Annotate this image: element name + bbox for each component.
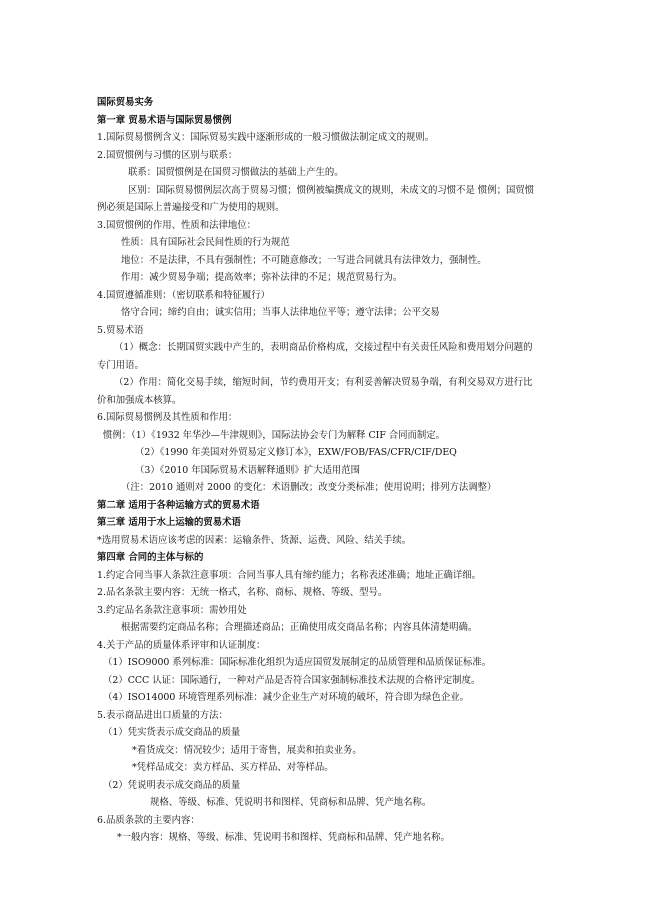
text-line: 6.品质条款的主要内容： [97,815,200,826]
text-line: 4.国贸遵循准则：（密切联系和特征履行） [97,290,271,301]
text-line: *一般内容：规格、等级、标准、凭说明书和图样、凭商标和品牌、凭产地名称。 [117,832,450,843]
text-line: 5.表示商品进出口质量的方法： [97,710,228,721]
text-line: （2）作用：简化交易手续，缩短时间，节约费用开支；有利妥善解决贸易争端，有利交易双方进行比 [114,377,533,388]
text-line: 3.国贸惯例的作用、性质和法律地位： [97,220,256,231]
text-line: 3.约定品名条款注意事项：需妙用处 [97,605,247,616]
text-line: （2）凭说明表示成交商品的质量 [103,780,241,791]
text-line: 2.国贸惯例与习惯的区别与联系： [97,150,238,161]
text-line: 规格、等级、标准、凭说明书和图样、凭商标和品牌、凭产地名称。 [150,797,432,808]
chapter-heading: 第二章 适用于各种运输方式的贸易术语 [97,500,260,511]
text-line: （2）CCC 认证：国际通行，一种对产品是否符合国家强制标准技术法规的合格评定制度。 [103,675,481,686]
text-line: 性质：具有国际社会民间性质的行为规范 [121,237,290,248]
text-line: 价和加强成本核算。 [97,395,182,406]
text-line: 联系：国贸惯例是在国贸习惯做法的基础上产生的。 [128,167,344,178]
text-line: 2.品名条款主要内容：无统一格式，名称、商标、规格、等级、型号。 [97,587,388,598]
text-line: 6.国际贸易惯例及其性质和作用： [97,412,238,423]
text-line: 例必须是国际上普遍接受和广为使用的规则。 [97,202,285,213]
text-line: 地位：不是法律，不具有强制性；不可随意修改；一写进合同就具有法律效力，强制性。 [121,255,487,266]
text-line: （2）《1990 年美国对外贸易定义修订本》，EXW/FOB/FAS/CFR/CIF/DEQ [135,447,457,458]
chapter-heading: 第四章 合同的主体与标的 [97,552,204,563]
text-line: 4.关于产品的质量体系评审和认证制度： [97,640,266,651]
text-line: 恪守合同；缔约自由；诚实信用；当事人法律地位平等；遵守法律；公平交易 [121,307,440,318]
text-line: （4）ISO14000 环境管理系列标准：减少企业生产对环境的破坏，符合即为绿色企业。 [103,692,469,703]
text-line: 区别：国际贸易惯例层次高于贸易习惯；惯例被编撰成文的规则，未成文的习惯不是 惯例；国贸惯 [128,185,535,196]
text-line: （注：2010 通则对 2000 的变化：术语删改；改变分类标准；使用说明；排列方法调整） [121,482,497,493]
text-line: *凭样品成交：卖方样品、买方样品、对等样品。 [132,762,334,773]
text-line: 1.国际贸易惯例含义：国际贸易实践中逐渐形成的一般习惯做法制定成文的规则。 [97,132,435,143]
text-line: 专门用语。 [97,360,144,371]
text-line: *选用贸易术语应该考虑的因素：运输条件、货源、运费、风险、结关手续。 [97,535,412,546]
chapter-heading: 第一章 贸易术语与国际贸易惯例 [97,115,232,126]
text-line: 根据需要约定商品名称；合理描述商品；正确使用成交商品名称；内容具体清楚明确。 [121,622,478,633]
document-title: 国际贸易实务 [97,97,154,108]
text-line: 作用：减少贸易争端；提高效率；弥补法律的不足；规范贸易行为。 [121,272,403,283]
text-line: 5.贸易术语 [97,325,144,336]
text-line: 1.约定合同当事人条款注意事项：合同当事人具有缔约能力；名称表述准确；地址正确详细。 [97,570,481,581]
text-line: 惯例：（1）《1932 年华沙—牛津规则》，国际法协会专门为解释 CIF 合同而制定。 [103,430,446,441]
text-line: （1）凭实货表示成交商品的质量 [103,727,241,738]
text-line: （3）《2010 年国际贸易术语解释通则》扩大适用范围 [135,465,360,476]
chapter-heading: 第三章 适用于水上运输的贸易术语 [97,517,241,528]
text-line: *看货成交：情况较少；适用于寄售，展卖和拍卖业务。 [132,745,362,756]
text-line: （1）ISO9000 系列标准：国际标准化组织为适应国贸发展制定的品质管理和品质保证标准。 [103,657,492,668]
text-line: （1）概念：长期国贸实践中产生的，表明商品价格构成，交接过程中有关责任风险和费用划分问题的 [114,342,533,353]
